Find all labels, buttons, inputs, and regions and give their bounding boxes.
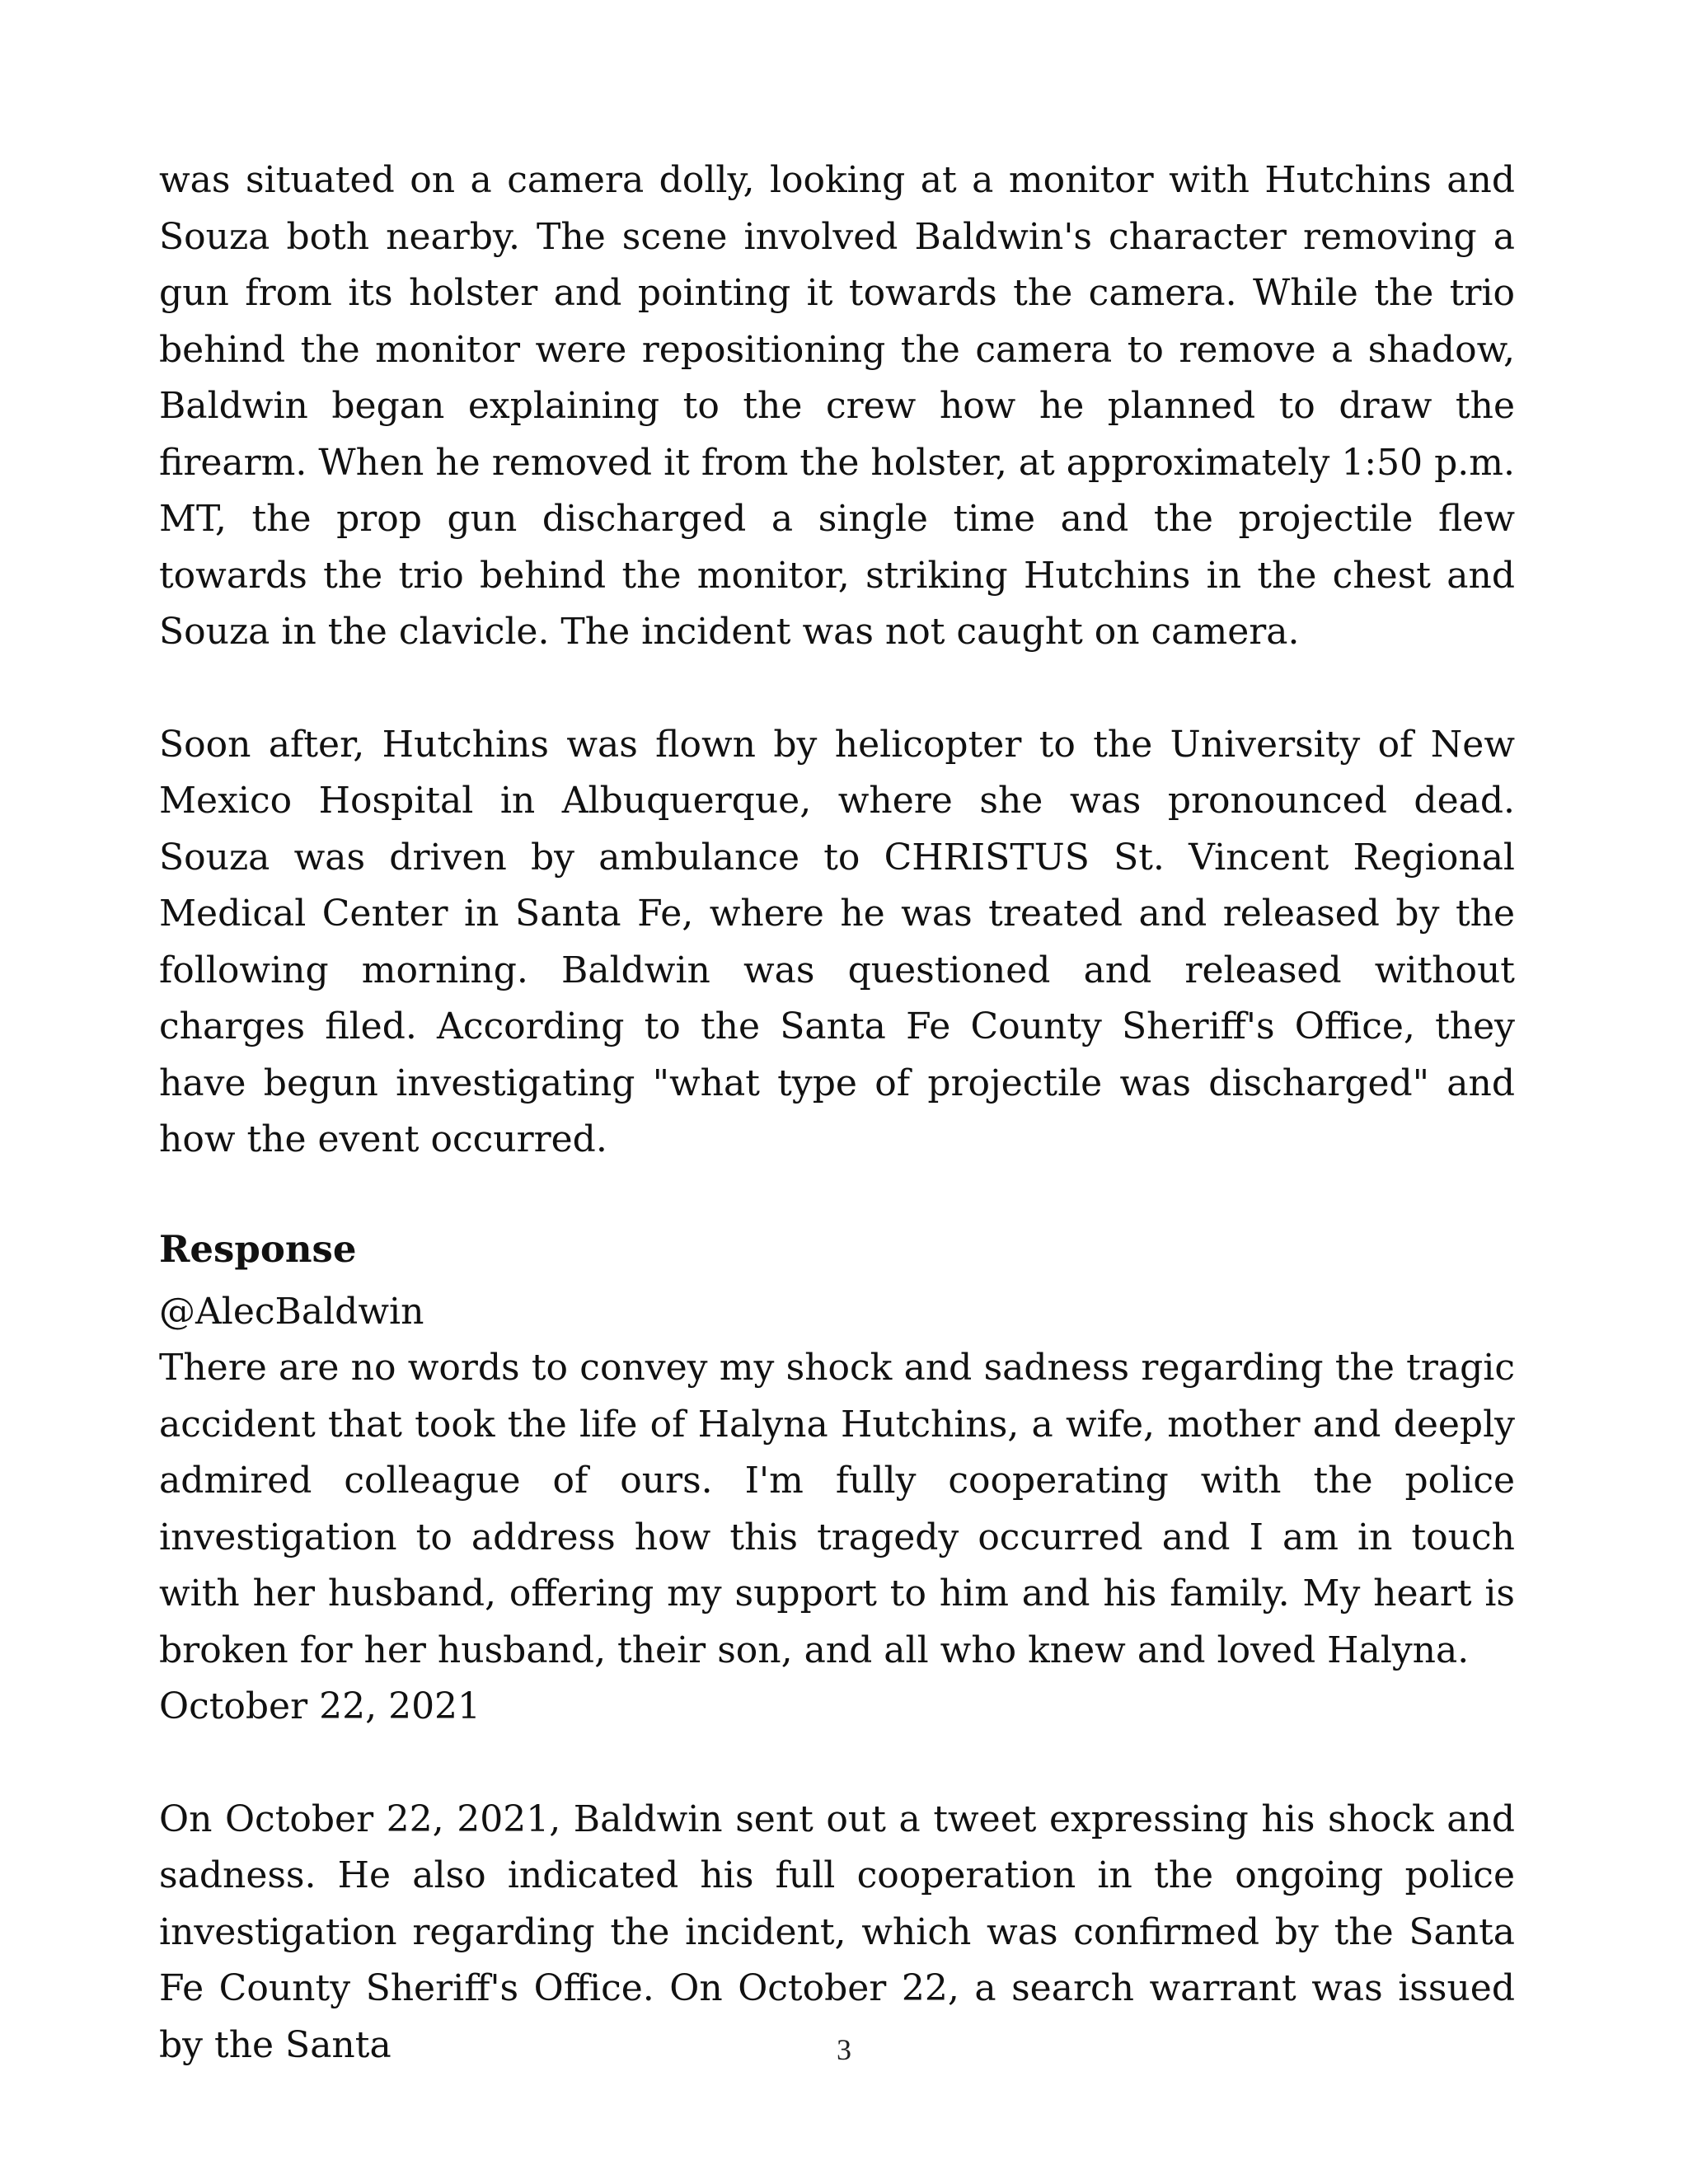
paragraph-aftermath: Soon after, Hutchins was flown by helicopter to the University of New Mexico Hospital in Albuquerque, where she was pronounced dead. Souza was driven by ambulance to CHRISTUS St. Vincent Regional Medical Center in Santa Fe, where he was treated and released by the following morning. Baldwin was questioned and released without charges filed. According to the Santa Fe County Sheriff's Office, they have begun investigating "what type of projectile was discharged" and how the event occurred. — [159, 723, 1515, 1160]
paragraph-closing: On October 22, 2021, Baldwin sent out a tweet expressing his shock and sadness. He also indicated his full cooperation in the ongoing police investigation regarding the incident, which was confirmed by the Santa Fe County Sheriff's Office. On October 22, a search warrant was issued by the Santa — [159, 1797, 1515, 2066]
paragraph-incident: was situated on a camera dolly, looking at a monitor with Hutchins and Souza both nearby. The scene involved Baldwin's character removing a gun from its holster and pointing it towards the camera. While the trio behind the monitor were repositioning the camera to remove a shadow, Baldwin began explaining to the crew how he planned to draw the firearm. When he removed it from the holster, at approximately 1:50 p.m. MT, the prop gun discharged a single time and the projectile flew towards the trio behind the monitor, striking Hutchins in the chest and Souza in the clavicle. The incident was not caught on camera. — [159, 159, 1515, 653]
document-page — [159, 152, 1515, 2074]
tweet-text: There are no words to convey my shock and sadness regarding the tragic accident that took the life of Halyna Hutchins, a wife, mother and deeply admired colleague of ours. I'm fully cooperating with the police investigation to address how this tragedy occurred and I am in touch with her husband, offering my support to him and his family. My heart is broken for her husband, their son, and all who knew and loved Halyna. — [159, 1347, 1515, 1671]
section-heading-response: Response — [159, 1226, 357, 1271]
paragraph-spacer — [159, 1736, 1515, 1792]
paragraph-spacer — [159, 1169, 1515, 1225]
tweet-handle: @AlecBaldwin — [159, 1290, 424, 1333]
tweet-date: October 22, 2021 — [159, 1685, 481, 1727]
paragraph-spacer — [159, 661, 1515, 717]
page-number: 3 — [837, 2033, 851, 2066]
